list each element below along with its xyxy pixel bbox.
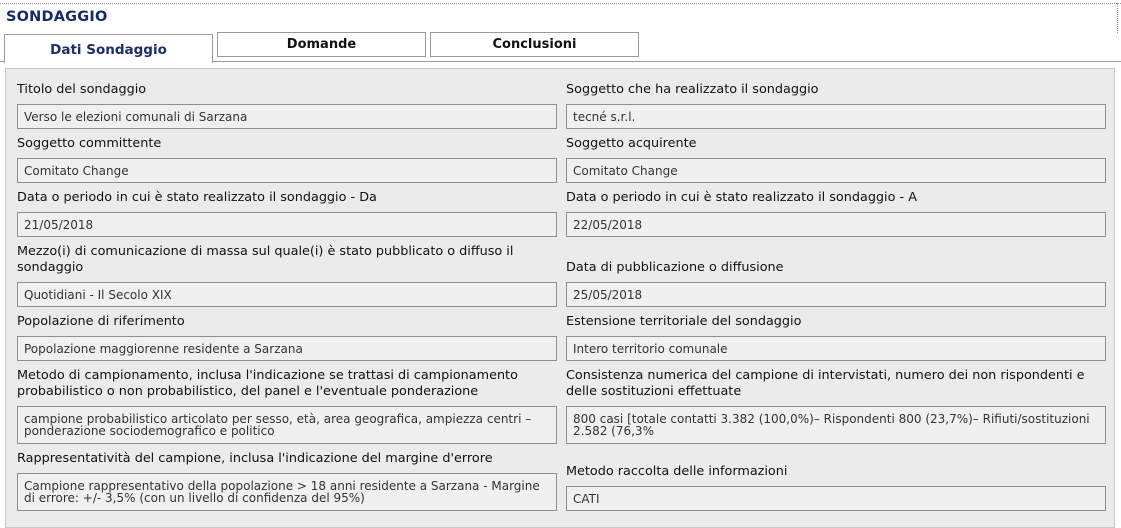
metodo-raccolta-label: Metodo raccolta delle informazioni (566, 464, 788, 479)
popolazione-field[interactable]: Popolazione maggiorenne residente a Sarzana (17, 336, 557, 361)
metodo-campionamento-label: Metodo di campionamento, inclusa l'indicazione se trattasi di campionamento probabilistico o non probabilistico, del panel e l'eventuale ponderazione (17, 368, 518, 399)
rappresentativita-label: Rappresentatività del campione, inclusa l'indicazione del margine d'errore (17, 451, 493, 466)
rappresentativita-field[interactable]: Campione rappresentativo della popolazione > 18 anni residente a Sarzana - Margine di errore: +/- 3,5% (con un livello di confidenza del 95%) (17, 473, 557, 511)
committente-label: Soggetto committente (17, 136, 162, 151)
top-border (0, 3, 1121, 4)
estensione-label: Estensione territoriale del sondaggio (566, 314, 802, 329)
metodo-campionamento-field[interactable]: campione probabilistico articolato per sesso, età, area geografica, ampiezza centri – ponderazione sociodemografico e politico (17, 406, 557, 444)
committente-field[interactable]: Comitato Change (17, 158, 557, 183)
consistenza-field[interactable]: 800 casi [totale contatti 3.382 (100,0%)– Rispondenti 800 (23,7%)– Rifiuti/sostituzioni 2.582 (76,3% (566, 406, 1106, 444)
titolo-field[interactable]: Verso le elezioni comunali di Sarzana (17, 104, 557, 129)
realizzatore-label: Soggetto che ha realizzato il sondaggio (566, 82, 819, 97)
estensione-field[interactable]: Intero territorio comunale (566, 336, 1106, 361)
tab-dati-sondaggio[interactable]: Dati Sondaggio (4, 34, 213, 63)
mezzi-field[interactable]: Quotidiani - Il Secolo XIX (17, 282, 557, 307)
popolazione-label: Popolazione di riferimento (17, 314, 185, 329)
page-title: SONDAGGIO (6, 9, 108, 25)
metodo-raccolta-field[interactable]: CATI (566, 486, 1106, 511)
acquirente-field[interactable]: Comitato Change (566, 158, 1106, 183)
data-pubblicazione-label: Data di pubblicazione o diffusione (566, 260, 784, 275)
data-pubblicazione-field[interactable]: 25/05/2018 (566, 282, 1106, 307)
tab-domande[interactable]: Domande (217, 32, 426, 57)
data-a-field[interactable]: 22/05/2018 (566, 212, 1106, 237)
data-da-field[interactable]: 21/05/2018 (17, 212, 557, 237)
data-da-label: Data o periodo in cui è stato realizzato il sondaggio - Da (17, 190, 377, 205)
data-a-label: Data o periodo in cui è stato realizzato il sondaggio - A (566, 190, 917, 205)
consistenza-label: Consistenza numerica del campione di intervistati, numero dei non rispondenti e delle sostituzioni effettuate (566, 368, 1085, 399)
acquirente-label: Soggetto acquirente (566, 136, 697, 151)
realizzatore-field[interactable]: tecné s.r.l. (566, 104, 1106, 129)
mezzi-label: Mezzo(i) di comunicazione di massa sul quale(i) è stato pubblicato o diffuso il sondaggio (17, 244, 514, 275)
titolo-label: Titolo del sondaggio (17, 82, 147, 97)
tab-conclusioni[interactable]: Conclusioni (430, 32, 639, 57)
right-border (1117, 3, 1118, 33)
